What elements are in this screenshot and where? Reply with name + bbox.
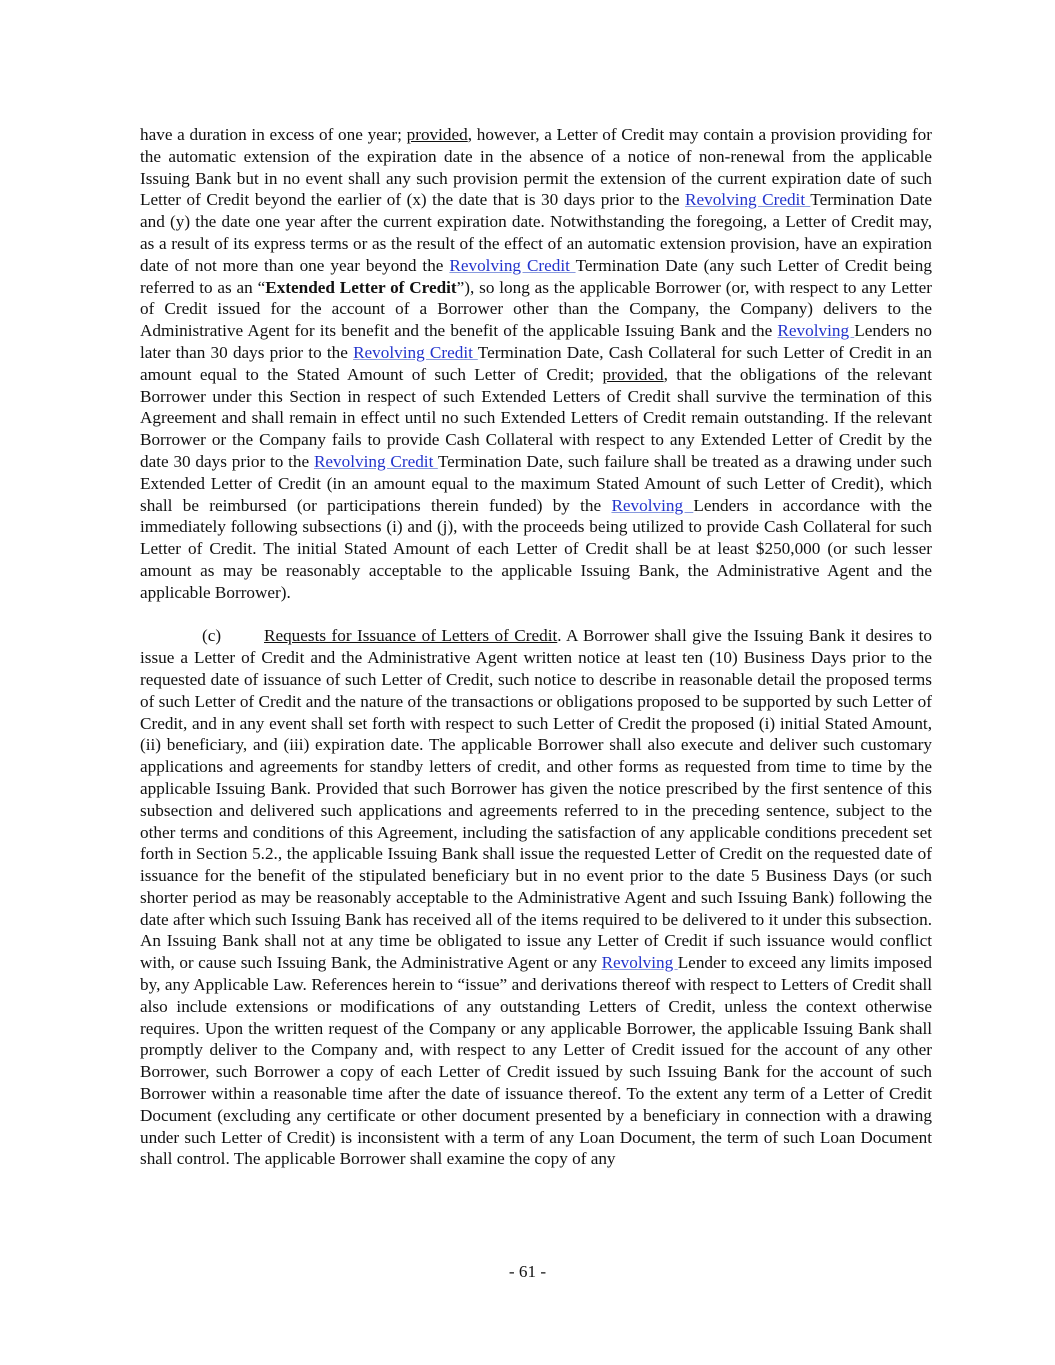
revolving-link[interactable]: Revolving xyxy=(601,953,678,973)
text-run: , however, a Letter of Credit may contain a provision providing for the automatic extension of the expiration date in the absence of a notice of non-renewal from the applicable Issuing Bank but in no event shall any such provision permit the extension of the current expiration date of such Letter of Credit beyond the earlier of (x) the date that is 30 days prior to the xyxy=(140,125,933,210)
paragraph-enumerator: (c) xyxy=(202,626,222,646)
text-run: , that the obligations of the relevant Borrower under this Section in respect of such Extended Letters of Credit shall survive the termination of this Agreement and shall remain in effect until no such Extended Letters of Credit remain outstanding. If the relevant Borrower or the Company fails to provide Cash Collateral with respect to any Extended Letter of Credit by the date 30 days prior to the xyxy=(140,364,932,471)
paragraph-heading: Requests for Issuance of Letters of Credit xyxy=(264,626,558,646)
text-run: Termination Date (any such Letter of Credit being referred to as an “ xyxy=(140,255,932,297)
paragraph-b-continuation xyxy=(140,124,932,604)
text-run: Termination Date, Cash Collateral for such Letter of Credit in an amount equal to the Stated Amount of such Letter of Credit; xyxy=(140,342,932,384)
text-run: . A Borrower shall give the Issuing Bank it desires to issue a Letter of Credit and the Administrative Agent written notice at least ten (10) Business Days prior to the requested date of issuance of such Letter of Credit, such notice to describe in reasonable detail the proposed terms of such Letter of Credit and the nature of the transactions or obligations proposed to be supported by such Letter of Credit, and in any event shall set forth with respect to such Letter of Credit the proposed (i) initial Stated Amount, (ii) beneficiary, and (iii) expiration date. The applicable Borrower shall also execute and deliver such customary applications and agreements for standby letters of credit, and other forms as requested from time to time by the applicable Issuing Bank. Provided that such Borrower has given the notice prescribed by the first sentence of this subsection and delivered such applications and agreements referred to in the preceding sentence, subject to the other terms and conditions of this Agreement, including the satisfaction of any applicable conditions precedent set forth in Section 5.2., the applicable Issuing Bank shall issue the requested Letter of Credit on the requested date of issuance for the benefit of the stipulated beneficiary but in no event prior to the date 5 Business Days (or such shorter period as may be reasonably acceptable to the Administrative Agent and such Issuing Bank) following the date after which such Issuing Bank has received all of the items required to be delivered to it under this subsection. An Issuing Bank shall not at any time be obligated to issue any Letter of Credit if such issuance would conflict with, or cause such Issuing Bank, the Administrative Agent or any xyxy=(140,626,933,973)
page-number: - 61 - xyxy=(508,1262,547,1281)
text-run: Lender to exceed any limits imposed by, any Applicable Law. References herein to “issue” and derivations thereof with respect to Letters of Credit shall also include extensions or modifications of any outstanding Letters of Credit, unless the context otherwise requires. Upon the written request of the Company or any applicable Borrower, the applicable Issuing Bank shall promptly deliver to the Company and, with respect to any Letter of Credit issued for the account of any other Borrower, such Borrower a copy of each Letter of Credit issued by such Issuing Bank for the account of such Borrower within a reasonable time after the date of issuance thereof. To the extent any term of a Letter of Credit Document (excluding any certificate or other document presented by a beneficiary in connection with a drawing under such Letter of Credit) is inconsistent with a term of any Loan Document, the term of such Loan Document shall control. The applicable Borrower shall examine the copy of any xyxy=(140,953,932,1169)
text-run: Lenders in accordance with the immediately following subsections (i) and (j), with the proceeds being utilized to provide Cash Collateral for such Letter of Credit. The initial Stated Amount of each Letter of Credit shall be at least $250,000 (or such lesser amount as may be reasonably acceptable to the applicable Issuing Bank, the Administrative Agent and the applicable Borrower). xyxy=(140,495,932,602)
defined-term-extended-letter-of-credit: Extended Letter of Credit xyxy=(265,277,457,297)
text-run: Termination Date, such failure shall be treated as a drawing under such Extended Letter of Credit (in an amount equal to the maximum Stated Amount of such Letter of Credit), which shall be reimbursed (or participations therein funded) by the xyxy=(140,451,932,515)
text-run: have a duration in excess of one year; xyxy=(140,125,407,144)
text-run: Lenders no later than 30 days prior to the xyxy=(140,321,932,362)
revolving-credit-link[interactable]: Revolving Credit xyxy=(313,451,438,471)
paragraph-c xyxy=(140,625,932,1170)
revolving-credit-link[interactable]: Revolving Credit xyxy=(685,190,811,210)
revolving-credit-link[interactable]: Revolving Credit xyxy=(353,342,478,362)
revolving-link[interactable]: Revolving xyxy=(611,495,694,515)
text-run: ”), so long as the applicable Borrower (or, with respect to any Letter of Credit issued for the account of a Borrower other than the Company, the Company) delivers to the Administrative Agent for its benefit and the benefit of the applicable Issuing Bank and the xyxy=(140,277,932,341)
document-body xyxy=(140,124,932,1170)
provided-term: provided xyxy=(406,125,468,144)
text-run: Termination Date and (y) the date one year after the current expiration date. Notwithstanding the foregoing, a Letter of Credit may, as a result of its express terms or as the result of the effect of an automatic extension provision, have an expiration date of not more than one year beyond the xyxy=(140,190,932,275)
provided-term: provided xyxy=(602,364,664,384)
revolving-link[interactable]: Revolving xyxy=(777,321,855,341)
revolving-credit-link[interactable]: Revolving Credit xyxy=(449,255,576,275)
